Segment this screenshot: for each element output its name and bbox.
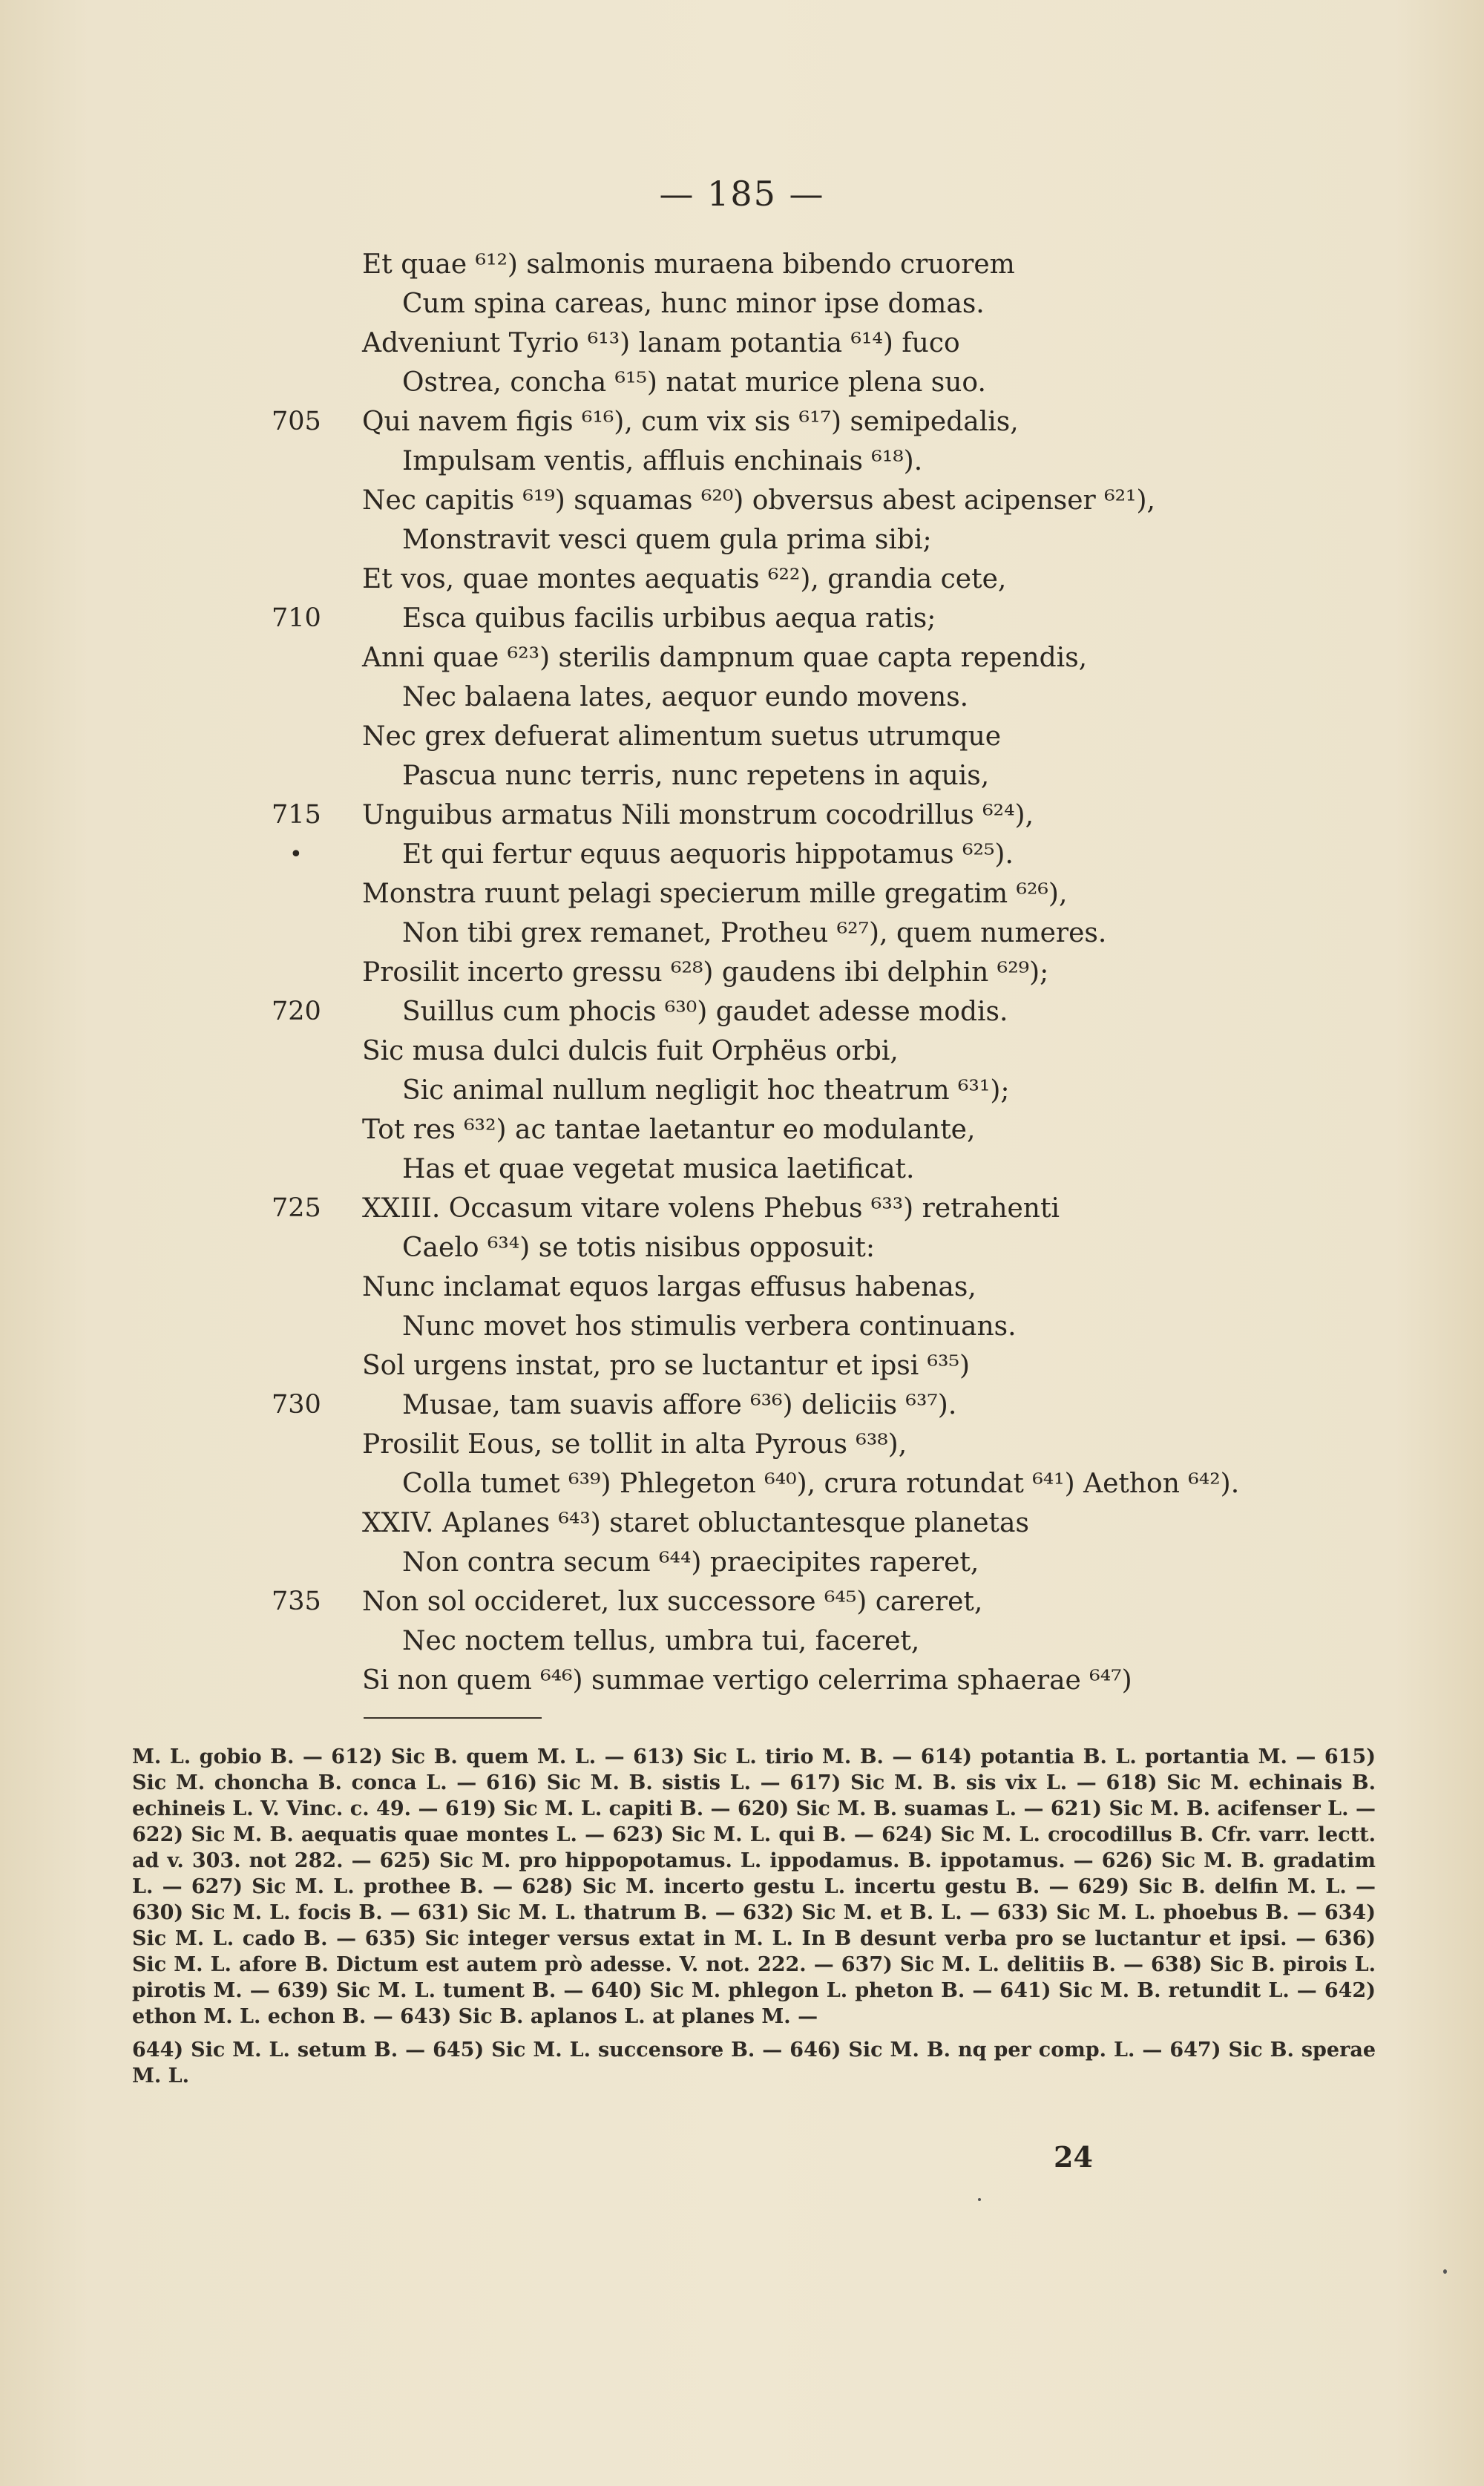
verse-line [267, 324, 1380, 363]
page-number: — 185 — [659, 174, 825, 214]
verse-line [267, 1032, 1380, 1071]
verse-text: Monstravit vesci quem gula prima sibi; [402, 525, 932, 555]
verse-line [267, 796, 1380, 835]
verse-text: Nec noctem tellus, umbra tui, faceret, [402, 1626, 920, 1656]
verse-line [267, 914, 1380, 953]
verse-line [267, 1621, 1380, 1661]
verse-text: Sic musa dulci dulcis fuit Orphëus orbi, [362, 1036, 899, 1066]
verse-text: Colla tumet ⁶³⁹) Phlegeton ⁶⁴⁰), crura rotundat ⁶⁴¹) Aethon ⁶⁴²). [402, 1469, 1240, 1499]
verse-text: Non sol occideret, lux successore ⁶⁴⁵) careret, [362, 1587, 983, 1617]
line-number: 735 [272, 1587, 321, 1616]
verse-line [267, 481, 1380, 520]
verse-line [267, 1661, 1380, 1700]
paper-speck [1443, 2269, 1447, 2274]
verse-line [267, 992, 1380, 1032]
signature-mark: 24 [1054, 2140, 1093, 2174]
verse-text: Prosilit incerto gressu ⁶²⁸) gaudens ibi delphin ⁶²⁹); [362, 957, 1049, 988]
verse-line [267, 442, 1380, 481]
verse-line [267, 520, 1380, 560]
verse-text: Nec capitis ⁶¹⁹) squamas ⁶²⁰) obversus abest acipenser ⁶²¹), [362, 485, 1155, 516]
verse-text: Esca quibus facilis urbibus aequa ratis; [402, 603, 936, 634]
verse-line [267, 1110, 1380, 1149]
verse-text: Pascua nunc terris, nunc repetens in aquis, [402, 761, 990, 791]
verse-line [267, 638, 1380, 678]
verse-line [267, 245, 1380, 284]
verse-line [267, 1267, 1380, 1307]
line-number: 720 [272, 997, 321, 1026]
line-number: 715 [272, 800, 321, 830]
verse-line [267, 1582, 1380, 1621]
line-number: 710 [272, 603, 321, 633]
verse-text: Nunc movet hos stimulis verbera continuans. [402, 1311, 1017, 1342]
verse-text: Si non quem ⁶⁴⁶) summae vertigo celerrima sphaerae ⁶⁴⁷) [362, 1665, 1132, 1696]
verse-text: Non tibi grex remanet, Protheu ⁶²⁷), quem numeres. [402, 918, 1107, 948]
footnote-rule [364, 1717, 542, 1719]
verse-line [267, 953, 1380, 992]
verse-line [267, 678, 1380, 717]
verse-line [267, 1425, 1380, 1464]
verse-text: Suillus cum phocis ⁶³⁰) gaudet adesse modis. [402, 997, 1008, 1027]
verse-text: Impulsam ventis, affluis enchinais ⁶¹⁸). [402, 446, 923, 476]
verse-line [267, 756, 1380, 796]
verse-line [267, 1464, 1380, 1503]
verse-line [267, 717, 1380, 756]
line-number: • [289, 842, 303, 868]
verse-line [267, 599, 1380, 638]
verse-line [267, 284, 1380, 324]
verse-text: Et vos, quae montes aequatis ⁶²²), grandia cete, [362, 564, 1007, 594]
verse-text: Musae, tam suavis affore ⁶³⁶) deliciis ⁶³⁷). [402, 1390, 957, 1420]
verse-line [267, 560, 1380, 599]
verse-line [267, 402, 1380, 442]
verse-line [267, 1346, 1380, 1385]
verse-text: Sol urgens instat, pro se luctantur et ipsi ⁶³⁵) [362, 1351, 971, 1381]
line-number: 725 [272, 1193, 321, 1223]
verse-text: Tot res ⁶³²) ac tantae laetantur eo modulante, [362, 1115, 976, 1145]
verse-text: Caelo ⁶³⁴) se totis nisibus opposuit: [402, 1233, 876, 1263]
footnote-paragraph: 644) Sic M. L. setum B. — 645) Sic M. L. succensore B. — 646) Sic M. B. nq per comp. L. — 647) Sic B. sperae M. L. [132, 2039, 1376, 2087]
line-number: 730 [272, 1390, 321, 1420]
verse-line [267, 874, 1380, 914]
verse-line [267, 1385, 1380, 1425]
verse-line [267, 1189, 1380, 1228]
verse-text: Monstra ruunt pelagi specierum mille gregatim ⁶²⁶), [362, 879, 1068, 909]
verse-line [267, 1543, 1380, 1582]
verse-block [267, 245, 1380, 1700]
verse-text: Has et quae vegetat musica laetificat. [402, 1154, 915, 1184]
verse-text: Et qui fertur equus aequoris hippotamus ⁶²⁵). [402, 839, 1014, 870]
verse-text: Qui navem figis ⁶¹⁶), cum vix sis ⁶¹⁷) semipedalis, [362, 407, 1019, 437]
paper-speck [978, 2198, 981, 2201]
footnote-paragraph: M. L. gobio B. — 612) Sic B. quem M. L. — 613) Sic L. tirio M. B. — 614) potantia B. L. portantia M. — 615) Sic M. choncha B. conca L. — 616) Sic M. B. sistis L. — 617) Sic M. B. sis vix L. — 618) Sic M. echinais B. echineis L. V. Vinc. c. 49. — 619) Sic M. L. capiti B. — 620) Sic M. B. suamas L. — 621) Sic M. B. acifenser L. — 622) Sic M. B. aequatis quae montes L. — 623) Sic M. L. qui B. — 624) Sic M. L. crocodillus B. Cfr. varr. lectt. ad v. 303. not 282. — 625) Sic M. pro hippopotamus. L. ippodamus. B. ippotamus. — 626) Sic M. B. gradatim L. — 627) Sic M. L. prothee B. — 628) Sic M. incerto gestu L. incertu gestu B. — 629) Sic B. delfin M. L. — 630) Sic M. L. focis B. — 631) Sic M. L. thatrum B. — 632) Sic M. et B. L. — 633) Sic M. L. phoebus B. — 634) Sic M. L. cado B. — 635) Sic integer versus extat in M. L. In B desunt verba pro se luctantur et ipsi. — 636) Sic M. L. afore B. Dictum est autem prò adesse. V. not. 222. — 637) Sic M. L. delitiis B. — 638) Sic B. pirois L. pirotis M. — 639) Sic M. L. tument B. — 640) Sic M. phlegon L. pheton B. — 641) Sic M. B. retundit L. — 642) ethon M. L. echon B. — 643) Sic B. aplanos L. at planes M. — [132, 1745, 1376, 2028]
verse-text: Non contra secum ⁶⁴⁴) praecipites raperet, [402, 1547, 979, 1578]
verse-line [267, 1149, 1380, 1189]
verse-line [267, 363, 1380, 402]
verse-line [267, 1503, 1380, 1543]
verse-text: Sic animal nullum negligit hoc theatrum ⁶³¹); [402, 1075, 1010, 1106]
verse-text: Unguibus armatus Nili monstrum cocodrillus ⁶²⁴), [362, 800, 1034, 830]
line-number: 705 [272, 407, 321, 436]
verse-text: Cum spina careas, hunc minor ipse domas. [402, 289, 985, 319]
verse-line [267, 1071, 1380, 1110]
verse-text: Adveniunt Tyrio ⁶¹³) lanam potantia ⁶¹⁴) fuco [362, 328, 960, 358]
verse-text: Nec grex defuerat alimentum suetus utrumque [362, 721, 1002, 752]
verse-text: Nunc inclamat equos largas effusus habenas, [362, 1272, 976, 1302]
verse-text: Et quae ⁶¹²) salmonis muraena bibendo cruorem [362, 249, 1015, 280]
verse-text: Ostrea, concha ⁶¹⁵) natat murice plena suo. [402, 367, 986, 398]
footnotes [132, 1744, 1376, 2089]
verse-text: XXIV. Aplanes ⁶⁴³) staret obluctantesque planetas [362, 1508, 1029, 1538]
verse-line [267, 835, 1380, 874]
verse-text: Anni quae ⁶²³) sterilis dampnum quae capta rependis, [362, 643, 1088, 673]
verse-text: Nec balaena lates, aequor eundo movens. [402, 682, 969, 712]
verse-line [267, 1307, 1380, 1346]
verse-line [267, 1228, 1380, 1267]
verse-text: Prosilit Eous, se tollit in alta Pyrous ⁶³⁸), [362, 1429, 907, 1460]
verse-text: XXIII. Occasum vitare volens Phebus ⁶³³) retrahenti [362, 1193, 1060, 1224]
